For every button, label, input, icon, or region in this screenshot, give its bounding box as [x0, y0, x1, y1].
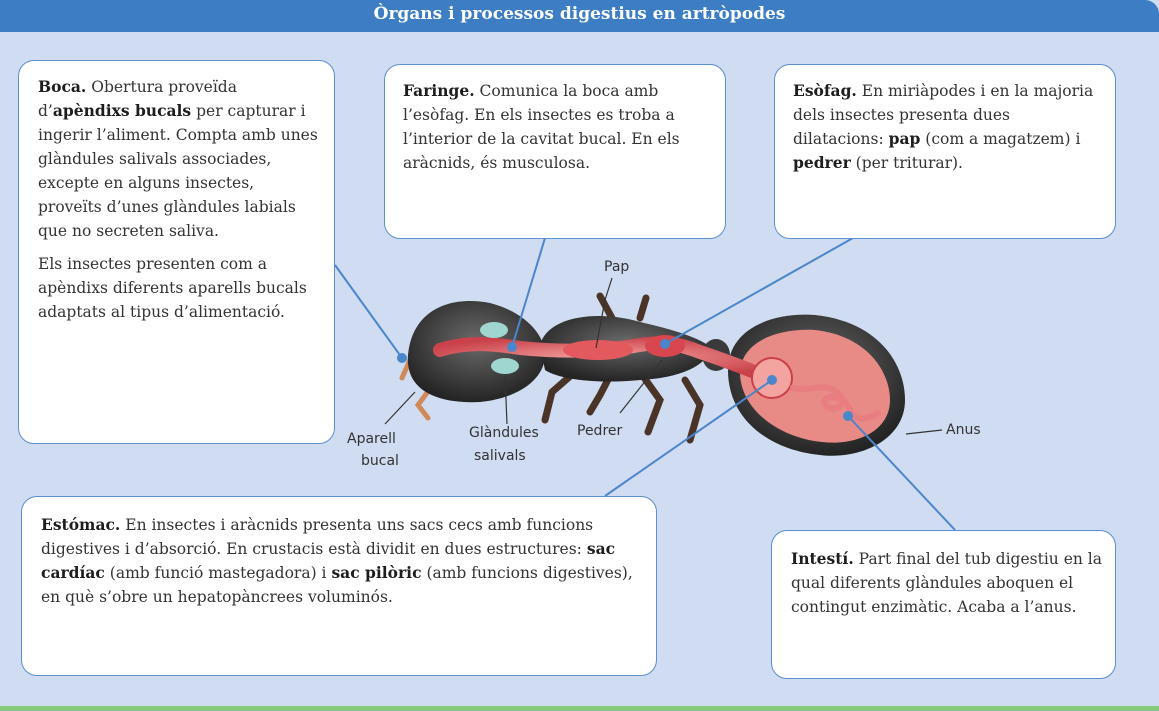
boca-paragraph-1: Boca. Obertura proveïda d’apèndixs bucals per capturar i ingerir l’aliment. Compta amb unes glàndules salivals associades, excepte en alguns insectes, proveïts d’unes glàndules labials que no secreten saliva.: [38, 77, 318, 240]
salivary-gland: [480, 322, 508, 338]
estomac-text: Estómac. En insectes i aràcnids presenta uns sacs cecs amb funcions digestives i d’absorció. En crustacis està dividit en dues estructures: sac cardíac (amb funció mastegadora) i sac pilòric (amb funcions digestives), en què s’obre un hepatopàncrees voluminós.: [41, 515, 633, 606]
crop: [563, 340, 633, 360]
intesti-description: [771, 530, 1116, 679]
boca-description: [18, 60, 335, 444]
intesti-text: Intestí. Part final del tub digestiu en la qual diferents glàndules aboquen el contingut enzimàtic. Acaba a l’anus.: [791, 549, 1102, 616]
label-salivals: salivals: [474, 448, 526, 464]
boca-paragraph-2: Els insectes presenten com a apèndixs diferents aparells bucals adaptats al tipus d’alimentació.: [38, 255, 307, 321]
label-anus: Anus: [946, 422, 981, 438]
faringe-text: Faringe. Comunica la boca amb l’esòfag. En els insectes es troba a l’interior de la cavitat bucal. En els aràcnids, és musculosa.: [403, 81, 680, 172]
estomac-description: [21, 496, 657, 676]
faringe-description: [384, 64, 726, 239]
label-glandules: Glàndules: [469, 425, 539, 441]
esofag-text: Esòfag. En miriàpodes i en la majoria dels insectes presenta dues dilatacions: pap (com a magatzem) i pedrer (per triturar).: [793, 81, 1094, 172]
label-bucal: bucal: [361, 453, 399, 469]
label-aparell: Aparell: [347, 431, 396, 447]
label-pap: Pap: [604, 259, 630, 275]
salivary-gland: [491, 358, 519, 374]
label-pedrer: Pedrer: [577, 423, 623, 439]
bottom-border: [0, 706, 1159, 711]
esofag-description: [774, 64, 1116, 239]
page-title: Òrgans i processos digestius en artròpodes: [0, 0, 1159, 32]
